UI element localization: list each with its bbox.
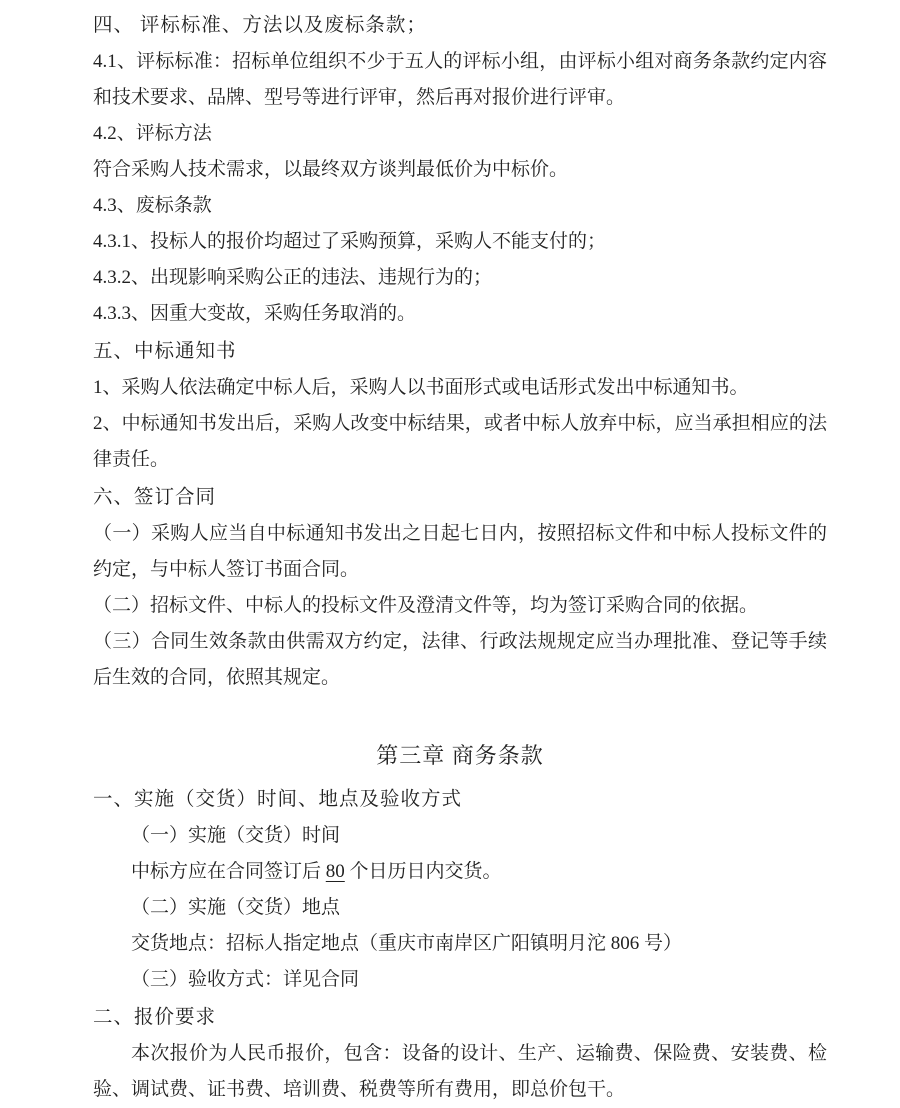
delivery-days-underlined: 80 [325, 861, 345, 882]
paragraph-4-2: 4.2、评标方法 [93, 123, 212, 144]
section-heading-4: 四、 评标标准、方法以及废标条款； [93, 15, 427, 36]
paragraph-delivery-place: 交货地点：招标人指定地点（重庆市南岸区广阳镇明月沱 806 号） [131, 933, 683, 954]
paragraph-5-1: 1、采购人依法确定中标人后，采购人以书面形式或电话形式发出中标通知书。 [93, 377, 749, 398]
list-item-acceptance: （三）验收方式：详见合同 [131, 969, 360, 990]
delivery-time-prefix: 中标方应在合同签订后 [131, 861, 326, 882]
document-body [93, 8, 827, 1108]
list-item-delivery-place-label: （二）实施（交货）地点 [131, 897, 341, 918]
paragraph-4-3-3: 4.3.3、因重大变故，采购任务取消的。 [93, 303, 417, 324]
paragraph-5-2: 2、中标通知书发出后，采购人改变中标结果，或者中标人放弃中标，应当承担相应的法律责任。 [93, 413, 827, 470]
section-heading-5: 五、中标通知书 [93, 341, 237, 362]
paragraph-4-1: 4.1、评标标准：招标单位组织不少于五人的评标小组，由评标小组对商务条款约定内容和技术要求、品牌、型号等进行评审，然后再对报价进行评审。 [93, 51, 827, 108]
paragraph-4-2-body: 符合采购人技术需求，以最终双方谈判最低价为中标价。 [93, 159, 569, 180]
paragraph-4-3-1: 4.3.1、投标人的报价均超过了采购预算，采购人不能支付的； [93, 231, 607, 252]
section-heading-c3-2: 二、报价要求 [93, 1007, 217, 1028]
chapter-heading: 第三章 商务条款 [376, 743, 544, 768]
paragraph-4-3: 4.3、废标条款 [93, 195, 212, 216]
delivery-time-suffix: 个日历日内交货。 [344, 861, 502, 882]
paragraph-4-3-2: 4.3.2、出现影响采购公正的违法、违规行为的； [93, 267, 493, 288]
paragraph-6-3: （三）合同生效条款由供需双方约定，法律、行政法规规定应当办理批准、登记等手续后生效的合同，依照其规定。 [93, 631, 827, 688]
paragraph-6-1: （一）采购人应当自中标通知书发出之日起七日内，按照招标文件和中标人投标文件的约定，与中标人签订书面合同。 [93, 523, 827, 580]
section-heading-c3-1: 一、实施（交货）时间、地点及验收方式 [93, 789, 463, 810]
section-heading-6: 六、签订合同 [93, 487, 217, 508]
list-item-delivery-time-label: （一）实施（交货）时间 [131, 825, 341, 846]
paragraph-delivery-time [93, 854, 827, 890]
paragraph-quote-requirement: 本次报价为人民币报价，包含：设备的设计、生产、运输费、保险费、安装费、检验、调试费、证书费、培训费、税费等所有费用，即总价包干。 [93, 1043, 827, 1100]
paragraph-6-2: （二）招标文件、中标人的投标文件及澄清文件等，均为签订采购合同的依据。 [93, 595, 759, 616]
